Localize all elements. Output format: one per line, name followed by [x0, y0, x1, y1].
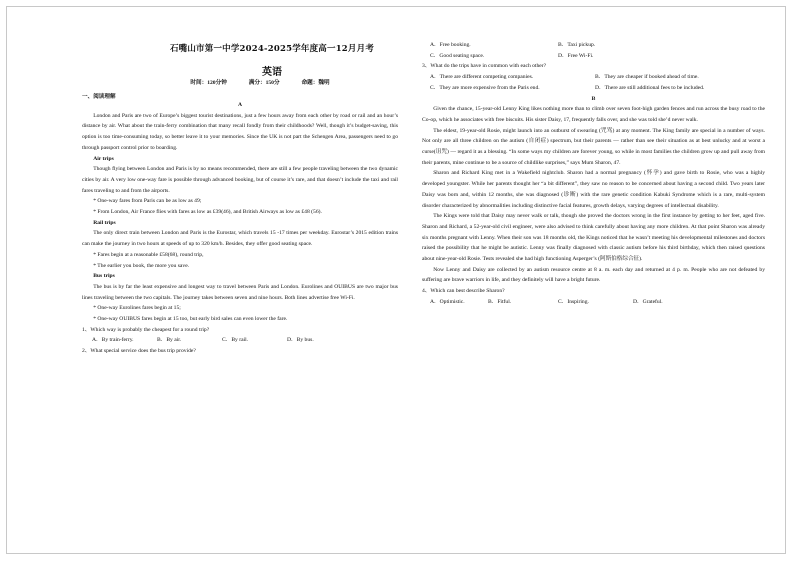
- q1-stem: 1、Which way is probably the cheapest for a round trip?: [82, 326, 210, 333]
- rail-bullet-1: * Fares begin at a reasonable £58(68), round trip,: [93, 251, 204, 258]
- passage-b-p2: The eldest, 19-year-old Rosie, might launch into an outburst of swearing (咒骂) at any moment. The King family are special in a number of ways. Not only are all three children on the autism (自闭症) spectrum, but their parents — rather than see their situation as at best unlucky and at worst a curse(诅咒) — regard it as a blessing. “In some ways my children are forever young, so while in most families the children grow up and pull away from their parents, mine continue to be a source of childlike surprises,” says Mum Sharon, 47.: [422, 127, 765, 166]
- air-bullet-2: * From London, Air France flies with fares as low as £39(46), and British Airways as low as £48 (56).: [93, 209, 322, 216]
- q3-option-c: C．They are more expensive from the Paris end.: [430, 84, 540, 91]
- right-column: [422, 40, 765, 308]
- bus-bullet-1: * One-way Eurolines fares begin at 15;: [93, 305, 181, 312]
- passage-b-p1: Given the chance, 15-year-old Lenny King likes nothing more than to climb over seven foot-high garden fences and run across the busy road to the Co-op, which he associates with free biscuits. His sister Daisy, 17, frequently falls over, and she was told she’d never walk.: [422, 106, 765, 123]
- q3-options-row2: [422, 83, 765, 94]
- q3-options-row1: [422, 72, 765, 83]
- passage-a-intro: London and Paris are two of Europe’s biggest tourist destinations, just a few hours away from each other by road or rail and an hour’s distance by air. What about the train-ferry combination that many recall fondly from their childhoods? Well, though it’s budget-saving, this option is too time-consuming today, so better leave it to your memories. Since the UK is not part the Schengen Area, passengers need to go through passport control prior to boarding.: [82, 112, 398, 151]
- q3-stem: 3、What do the trips have in common with each other?: [422, 63, 547, 70]
- air-text: Though flying between London and Paris is by no means recommended, there are still a few people traveling between the two dynamic cities by air. A very low one-way fare is possible through advanced booking, but of course it’s rare, and that doesn’t include the taxi and rail fares traveling to and from the airports.: [82, 166, 398, 194]
- q1-option-d: D．By bus.: [287, 337, 314, 344]
- bus-bullet-2: * One-way OUIBUS fares begin at 15 too, but early bird sales can even lower the fare.: [93, 316, 288, 323]
- q2-option-b: B．Taxi pickup.: [558, 42, 596, 48]
- q1-options: [82, 335, 398, 346]
- q3-option-d: D．There are still additional fees to be included.: [595, 84, 705, 91]
- q2-option-d: D．Free Wi-Fi.: [558, 52, 594, 59]
- q2-options-row2: [422, 51, 765, 62]
- bus-text: The bus is by far the least expensive and longest way to travel between Paris and London. Eurolines and OUIBUS are two major bus lines traveling between the two capitals. The journey takes between seven and nine hours. Both lines advertise free Wi-Fi.: [82, 283, 398, 301]
- q3-option-a: A．There are different competing companies.: [430, 74, 534, 81]
- exam-author: 命题：魏明: [301, 80, 330, 86]
- exam-score: 满分：150分: [248, 80, 280, 86]
- exam-time: 时间：120分钟: [190, 80, 227, 86]
- q1-option-c: C．By rail.: [222, 337, 249, 344]
- air-bullet-1: * One-way fares from Paris can be as low as 49;: [93, 198, 202, 205]
- air-heading: Air trips: [93, 155, 114, 162]
- q4-option-a: A．Optimistic.: [430, 298, 465, 305]
- passage-a-letter: A: [237, 102, 243, 108]
- passage-b-letter: B: [591, 95, 596, 102]
- q2-options-row1: [422, 40, 765, 51]
- passage-a: [82, 100, 398, 357]
- q4-stem: 4、Which can best describe Sharon?: [422, 288, 505, 295]
- q4-option-d: D．Grateful.: [633, 298, 663, 305]
- rail-bullet-2: * The earlier you book, the more you save.: [93, 262, 190, 269]
- q2-option-a: A．Free booking.: [430, 42, 471, 48]
- q4-option-b: B．Fitful.: [488, 298, 512, 305]
- passage-b-p3: Sharon and Richard King met in a Wakefield nightclub. Sharon had a normal pregnancy (怀孕) and gave birth to Rosie, who was a highly developed youngster. While her parents thought her “a bit different”, they saw no reason to be concerned about having a second child. Two years later Daisy was born and, within 12 months, she was diagnosed (诊断) with the rare genetic condition Kabuki Syndrome which is a rare, multi-system disorder characterized by abnormalities including distinctive facial features, growth delays, varying degrees of intellectual disability.: [422, 170, 765, 209]
- rail-heading: Rail trips: [93, 219, 116, 226]
- passage-b-p5: Now Lenny and Daisy are collected by an autism resource centre at 8 a. m. each day and returned at 4 p. m. People who are not defeated by suffering are brave warriors in life, and they definitely will have a bright future.: [422, 266, 765, 284]
- exam-title: 石嘴山市第一中学2024-2025学年度高一12月月考: [169, 44, 375, 54]
- q4-options: [422, 297, 765, 308]
- q2-option-c: C．Good seating space.: [430, 52, 485, 59]
- passage-b-p4: The Kings were told that Daisy may never walk or talk, though she proved the doctors wrong in the first instance by getting to her feet, aged five. Sharon and Richard, a 52-year-old civil engineer, were also advised to think carefully about having any more children. At that point Sharon was already six months pregnant with Lenny. When their son was 18 months old, the Kings noticed that he wasn’t meeting his developmental milestones and doctors raised the possibility that he might be autistic. Lenny was finally diagnosed with classic autism before his third birthday, which then raised questions about nine-year-old Rosie. Tests revealed she had high functioning Asperger’s (阿斯伯格综合征).: [422, 213, 765, 263]
- q1-option-a: A．By train-ferry.: [92, 337, 134, 344]
- bus-heading: Bus trips: [93, 273, 115, 280]
- section-heading: 一、阅读理解: [82, 94, 116, 100]
- q1-option-b: B．By air.: [157, 337, 182, 344]
- q2-stem: 2、What special service does the bus trip provide?: [82, 348, 196, 355]
- q3-option-b: B．They are cheaper if booked ahead of time.: [595, 74, 699, 81]
- subject-title: 英语: [262, 67, 282, 78]
- q4-option-c: C．Inspiring.: [558, 298, 589, 305]
- rail-text: The only direct train between London and Paris is the Eurostar, which travels 15 -17 times per weekday. Eurostar’s 2015 edition trains can make the journey in two hours at speeds of up to 320 km/h. Besides, they offer good seating space.: [82, 230, 398, 248]
- exam-meta: [100, 78, 420, 86]
